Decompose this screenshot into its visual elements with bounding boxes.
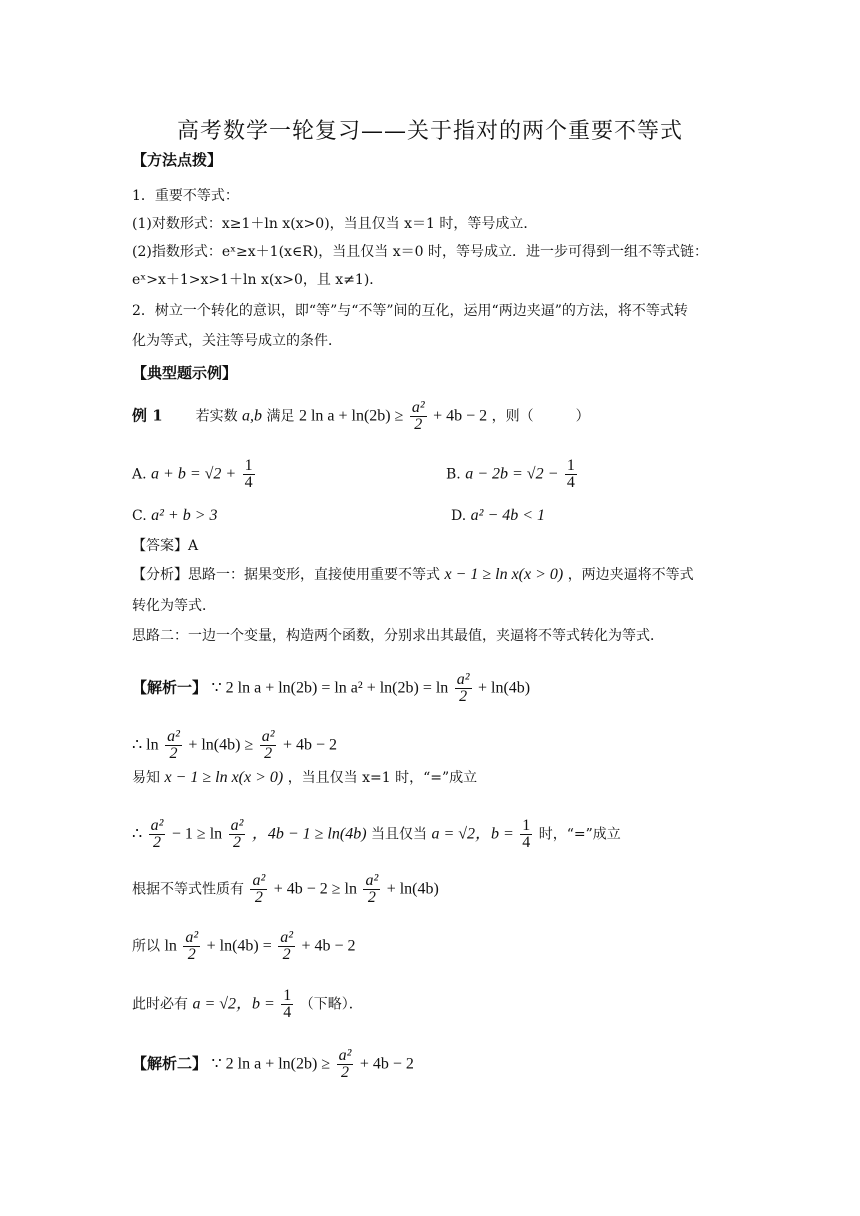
option-d-label: D. — [451, 508, 467, 524]
s5-den: 2 — [254, 889, 263, 906]
section-heading-example: 【典型题示例】 — [132, 364, 238, 382]
option-c-expr: a² + b > 3 — [151, 507, 218, 524]
analysis-math: x − 1 ≥ ln x(x > 0) — [444, 566, 564, 583]
solution1-step-5 — [132, 873, 439, 906]
s7-num: 1 — [283, 987, 292, 1004]
s5-mid: + 4b − 2 ≥ ln — [273, 880, 357, 898]
s7-prefix: 此时必有 — [132, 996, 188, 1013]
s6-mid: + ln(4b) = — [206, 937, 272, 955]
solution1-step-3 — [132, 768, 477, 788]
s7-den: 4 — [283, 1004, 292, 1021]
solution2-label: 【解析二】 — [132, 1054, 208, 1073]
method-paragraph-2: (1)对数形式：x≥1＋ln x(x>0)，当且仅当 x＝1 时，等号成立． — [132, 216, 538, 232]
sol2-num: a² — [338, 1047, 352, 1064]
s3-math: x − 1 ≥ ln x(x > 0) — [164, 769, 284, 786]
s6-prefix: 所以 — [132, 938, 160, 955]
solution1-step-7 — [132, 988, 363, 1021]
stem-rhs: + 4b − 2 — [433, 407, 488, 425]
s5-rhs: + ln(4b) — [386, 880, 439, 898]
method-paragraph-3: (2)指数形式：eˣ≥x＋1(x∈R)，当且仅当 x＝0 时，等号成立．进一步可得到一组不等式链： — [132, 244, 709, 260]
s2-den: 2 — [169, 745, 178, 762]
s3-suffix: ，当且仅当 x=1 时，“=”成立 — [287, 770, 478, 786]
s6-num: a² — [185, 929, 199, 946]
option-c — [132, 506, 218, 526]
s5-prefix: 根据不等式性质有 — [132, 881, 244, 898]
option-b-fraction — [565, 458, 577, 491]
method-paragraph-6: 化为等式，关注等号成立的条件． — [132, 333, 342, 349]
stem-frac-den: 2 — [414, 416, 423, 433]
s6-den: 2 — [187, 946, 196, 963]
solution1-label: 【解析一】 — [132, 678, 208, 697]
solution1-step-2 — [132, 729, 337, 762]
option-b-expr: a − 2b = √2 − — [465, 465, 559, 483]
s1-den: 2 — [459, 688, 468, 705]
s6-fraction-1 — [183, 930, 200, 963]
example-label: 例 1 — [132, 406, 163, 425]
stem-lhs: 2 ln a + ln(2b) ≥ — [298, 407, 404, 425]
analysis-suffix: ，两边夹逼将不等式 — [567, 567, 694, 583]
s7-math: a = √2，b = — [192, 995, 275, 1013]
s4-therefore: ∴ — [132, 825, 143, 843]
analysis-prefix: 【分析】思路一：据果变形，直接使用重要不等式 — [132, 567, 440, 583]
option-d — [451, 506, 545, 526]
s4-second-ineq: ，4b − 1 ≥ ln(4b) — [251, 825, 367, 843]
s6-num2: a² — [280, 929, 294, 946]
s4-den3: 4 — [522, 834, 531, 851]
method-paragraph-1: 1．重要不等式： — [132, 188, 239, 204]
s2-lhs: ∴ ln — [132, 736, 159, 754]
analysis-line-1 — [132, 565, 694, 585]
stem-frac-num: a² — [411, 399, 425, 416]
s4-den2: 2 — [232, 834, 241, 851]
option-b-den: 4 — [566, 474, 575, 491]
s1-fraction — [455, 672, 472, 705]
option-c-label: C. — [132, 508, 147, 524]
s3-prefix: 易知 — [132, 770, 160, 786]
s5-den2: 2 — [367, 889, 376, 906]
s4-fraction-2 — [229, 818, 246, 851]
s5-num2: a² — [365, 872, 379, 889]
option-a-label: A. — [132, 466, 147, 483]
solution2-step-1 — [132, 1048, 414, 1081]
section-heading-method: 【方法点拨】 — [132, 151, 223, 169]
s6-den2: 2 — [282, 946, 291, 963]
solution1-step-4 — [132, 818, 621, 851]
analysis-line-3: 思路二：一边一个变量，构造两个函数，分别求出其最值，夹逼将不等式转化为等式． — [132, 628, 664, 644]
sol2-fraction — [337, 1048, 354, 1081]
option-b — [446, 458, 579, 491]
option-a — [132, 458, 257, 491]
s7-suffix: （下略）． — [299, 996, 363, 1013]
solution1-step-1 — [132, 672, 530, 705]
stem-vars: a,b — [242, 407, 263, 425]
s2-num2: a² — [261, 728, 275, 745]
s6-fraction-2 — [278, 930, 295, 963]
s4-mid: − 1 ≥ ln — [171, 825, 223, 843]
example-stem — [132, 400, 590, 433]
stem-suffix: ，则（ ） — [491, 408, 590, 425]
analysis-line-2: 转化为等式． — [132, 598, 216, 614]
s1-num: a² — [456, 671, 470, 688]
s2-num: a² — [167, 728, 180, 745]
stem-prefix: 若实数 — [195, 408, 238, 425]
option-a-den: 4 — [244, 474, 253, 491]
option-b-label: B. — [446, 466, 461, 483]
s4-condition: 当且仅当 — [370, 826, 427, 843]
option-b-num: 1 — [566, 457, 575, 474]
s7-fraction — [281, 988, 293, 1021]
stem-fraction — [410, 400, 427, 433]
s4-fraction-1 — [149, 818, 166, 851]
s1-lhs: ∵ 2 ln a + ln(2b) = ln a² + ln(2b) = ln — [211, 679, 449, 697]
s6-rhs: + 4b − 2 — [301, 937, 356, 955]
s4-num: a² — [150, 817, 164, 834]
solution1-step-6 — [132, 930, 356, 963]
page-title: 高考数学一轮复习——关于指对的两个重要不等式 — [176, 119, 683, 144]
s2-fraction-1 — [165, 729, 182, 762]
s2-fraction-2 — [260, 729, 277, 762]
sol2-rhs: + 4b − 2 — [359, 1055, 414, 1073]
s4-tail: 时，“=”成立 — [538, 826, 621, 843]
s2-mid: + ln(4b) ≥ — [188, 736, 254, 754]
stem-mid: 满足 — [266, 408, 295, 425]
sol2-den: 2 — [340, 1064, 349, 1081]
s6-ln: ln — [164, 937, 177, 955]
s5-num: a² — [252, 872, 266, 889]
answer-line: 【答案】A — [132, 538, 199, 554]
option-d-expr: a² − 4b < 1 — [470, 507, 546, 524]
s4-values: a = √2，b = — [431, 825, 514, 843]
s4-fraction-3 — [520, 818, 532, 851]
s1-rhs: + ln(4b) — [477, 679, 531, 697]
s4-num2: a² — [230, 817, 244, 834]
s2-rhs: + 4b − 2 — [282, 736, 337, 754]
method-paragraph-4: eˣ>x＋1>x>1＋ln x(x>0，且 x≠1)． — [132, 272, 384, 288]
option-a-num: 1 — [244, 457, 253, 474]
option-a-expr: a + b = √2 + — [151, 465, 237, 483]
s5-fraction-1 — [250, 873, 267, 906]
sol2-lhs: ∵ 2 ln a + ln(2b) ≥ — [211, 1055, 331, 1073]
s4-den: 2 — [153, 834, 162, 851]
s2-den2: 2 — [264, 745, 273, 762]
s4-num3: 1 — [522, 817, 531, 834]
s5-fraction-2 — [363, 873, 380, 906]
method-paragraph-5: 2．树立一个转化的意识，即“等”与“不等”间的互化，运用“两边夹逼”的方法，将不等式转 — [132, 303, 688, 319]
option-a-fraction — [243, 458, 255, 491]
